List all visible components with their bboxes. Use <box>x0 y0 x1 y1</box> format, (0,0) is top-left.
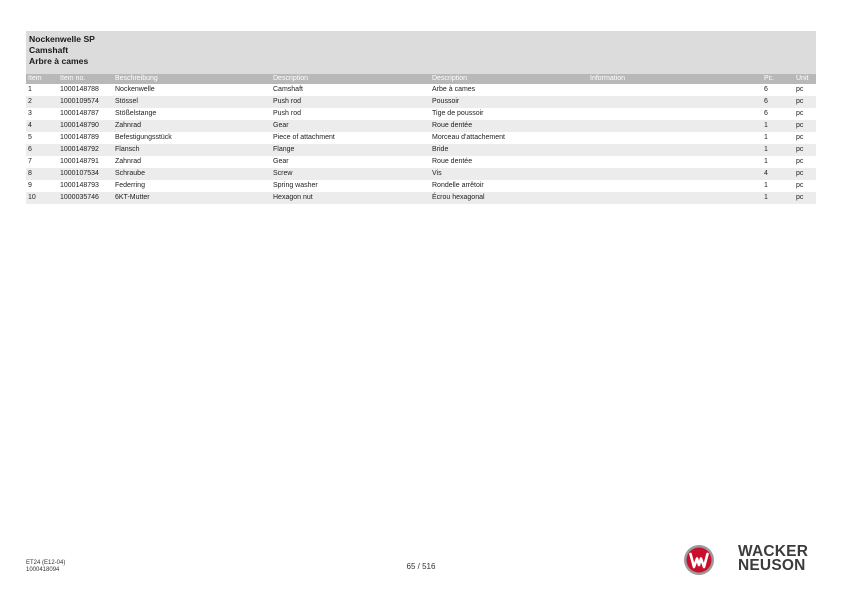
cell-description-fr: Roue dentée <box>430 120 588 132</box>
cell-description-fr: Vis <box>430 168 588 180</box>
cell-description-en: Gear <box>271 120 430 132</box>
cell-unit: pc <box>794 144 816 156</box>
col-header-description-en: Description <box>271 74 430 84</box>
table-row <box>26 168 816 180</box>
doc-code: ET24 (E12-04) <box>26 560 66 566</box>
parts-table <box>26 74 816 204</box>
cell-information <box>588 96 762 108</box>
cell-beschreibung: Schraube <box>113 168 271 180</box>
cell-information <box>588 192 762 204</box>
cell-beschreibung: Nockenwelle <box>115 86 155 93</box>
cell-beschreibung: Federring <box>115 182 145 189</box>
page-number: 65 / 516 <box>406 562 436 571</box>
cell-unit: pc <box>796 134 804 141</box>
cell-pc: 4 <box>762 168 794 180</box>
cell-description-fr: Tige de poussoir <box>432 110 484 117</box>
cell-item-no: 1000148793 <box>60 182 99 189</box>
cell-unit: pc <box>794 96 816 108</box>
col-header-description-fr: Description <box>430 74 588 84</box>
col-header-beschreibung: Beschreibung <box>113 74 271 84</box>
cell-item-no: 1000109574 <box>58 96 113 108</box>
cell-description-en: Piece of attachment <box>273 134 335 141</box>
cell-beschreibung: Stössel <box>113 96 271 108</box>
cell-beschreibung: Stößelstange <box>115 110 157 117</box>
cell-description-fr: Bride <box>430 144 588 156</box>
logo-wordmark-line-1: WACKER <box>738 543 809 560</box>
wacker-neuson-emblem-icon <box>683 544 715 576</box>
cell-item: 8 <box>26 168 58 180</box>
section-title <box>29 34 95 67</box>
cell-beschreibung: Zahnrad <box>113 120 271 132</box>
table-row <box>26 156 816 168</box>
cell-description-fr: Poussoir <box>430 96 588 108</box>
cell-description-fr: Rondelle arrêtoir <box>432 182 484 189</box>
cell-description-en: Push rod <box>271 96 430 108</box>
cell-unit: pc <box>794 192 816 204</box>
wacker-neuson-logo <box>738 545 808 573</box>
table-row <box>26 192 816 204</box>
table-row <box>26 144 816 156</box>
cell-pc: 1 <box>762 144 794 156</box>
cell-pc: 1 <box>762 120 794 132</box>
cell-pc: 6 <box>762 96 794 108</box>
cell-description-en: Spring washer <box>273 182 318 189</box>
cell-item: 9 <box>28 182 32 189</box>
cell-unit: pc <box>796 182 804 189</box>
title-english: Camshaft <box>29 45 69 55</box>
cell-description-fr: Roue dentée <box>432 158 473 165</box>
cell-item-no: 1000035746 <box>58 192 113 204</box>
cell-information <box>588 168 762 180</box>
col-header-information: Information <box>588 74 762 84</box>
cell-item-no: 1000148789 <box>60 134 99 141</box>
cell-beschreibung: Flansch <box>113 144 271 156</box>
cell-unit: pc <box>796 158 804 165</box>
logo-wordmark-line-2: NEUSON <box>738 557 806 574</box>
col-header-unit: Unit <box>794 74 816 84</box>
cell-beschreibung: Zahnrad <box>115 158 142 165</box>
cell-unit: pc <box>796 110 804 117</box>
cell-beschreibung: 6KT-Mutter <box>113 192 271 204</box>
cell-pc: 1 <box>764 182 768 189</box>
cell-pc: 1 <box>764 158 768 165</box>
cell-description-en: Flange <box>271 144 430 156</box>
cell-information <box>588 132 762 144</box>
cell-item-no: 1000148790 <box>58 120 113 132</box>
table-row <box>26 120 816 132</box>
cell-unit: pc <box>794 168 816 180</box>
cell-description-en: Screw <box>271 168 430 180</box>
cell-item: 4 <box>26 120 58 132</box>
cell-description-fr: Arbe à cames <box>432 86 476 93</box>
cell-information <box>588 84 762 96</box>
cell-item-no: 1000107534 <box>58 168 113 180</box>
doc-number: 1000418094 <box>26 567 60 573</box>
cell-item-no: 1000148788 <box>60 86 99 93</box>
cell-pc: 1 <box>764 134 768 141</box>
col-header-item: Item <box>26 74 58 84</box>
cell-unit: pc <box>794 120 816 132</box>
cell-item-no: 1000148791 <box>60 158 99 165</box>
cell-pc: 6 <box>764 110 768 117</box>
cell-item: 2 <box>26 96 58 108</box>
table-row <box>26 132 816 144</box>
cell-information <box>588 120 762 132</box>
cell-description-en: Hexagon nut <box>271 192 430 204</box>
table-header-row <box>26 74 816 84</box>
table-row <box>26 96 816 108</box>
cell-pc: 1 <box>762 192 794 204</box>
cell-information <box>588 180 762 192</box>
cell-pc: 6 <box>764 86 768 93</box>
cell-information <box>588 108 762 120</box>
table-row <box>26 108 816 120</box>
col-header-item-no: Item no. <box>58 74 113 84</box>
cell-beschreibung: Befestigungsstück <box>115 134 172 141</box>
table-row <box>26 180 816 192</box>
section-header <box>26 31 816 74</box>
cell-description-en: Push rod <box>273 110 302 117</box>
cell-item-no: 1000148792 <box>58 144 113 156</box>
cell-description-fr: Morceau d'attachement <box>432 134 505 141</box>
cell-item: 7 <box>28 158 32 165</box>
cell-description-fr: Écrou hexagonal <box>430 192 588 204</box>
col-header-pc: Pc. <box>762 74 794 84</box>
cell-item: 5 <box>28 134 32 141</box>
cell-information <box>588 156 762 168</box>
cell-information <box>588 144 762 156</box>
cell-unit: pc <box>796 86 804 93</box>
cell-item: 10 <box>26 192 58 204</box>
cell-description-en: Gear <box>273 158 289 165</box>
cell-item: 1 <box>28 86 32 93</box>
cell-description-en: Camshaft <box>273 86 303 93</box>
table-row <box>26 84 816 96</box>
cell-item: 3 <box>28 110 32 117</box>
cell-item: 6 <box>26 144 58 156</box>
title-french: Arbre à cames <box>29 56 89 66</box>
title-german: Nockenwelle SP <box>29 34 95 44</box>
cell-item-no: 1000148787 <box>60 110 99 117</box>
